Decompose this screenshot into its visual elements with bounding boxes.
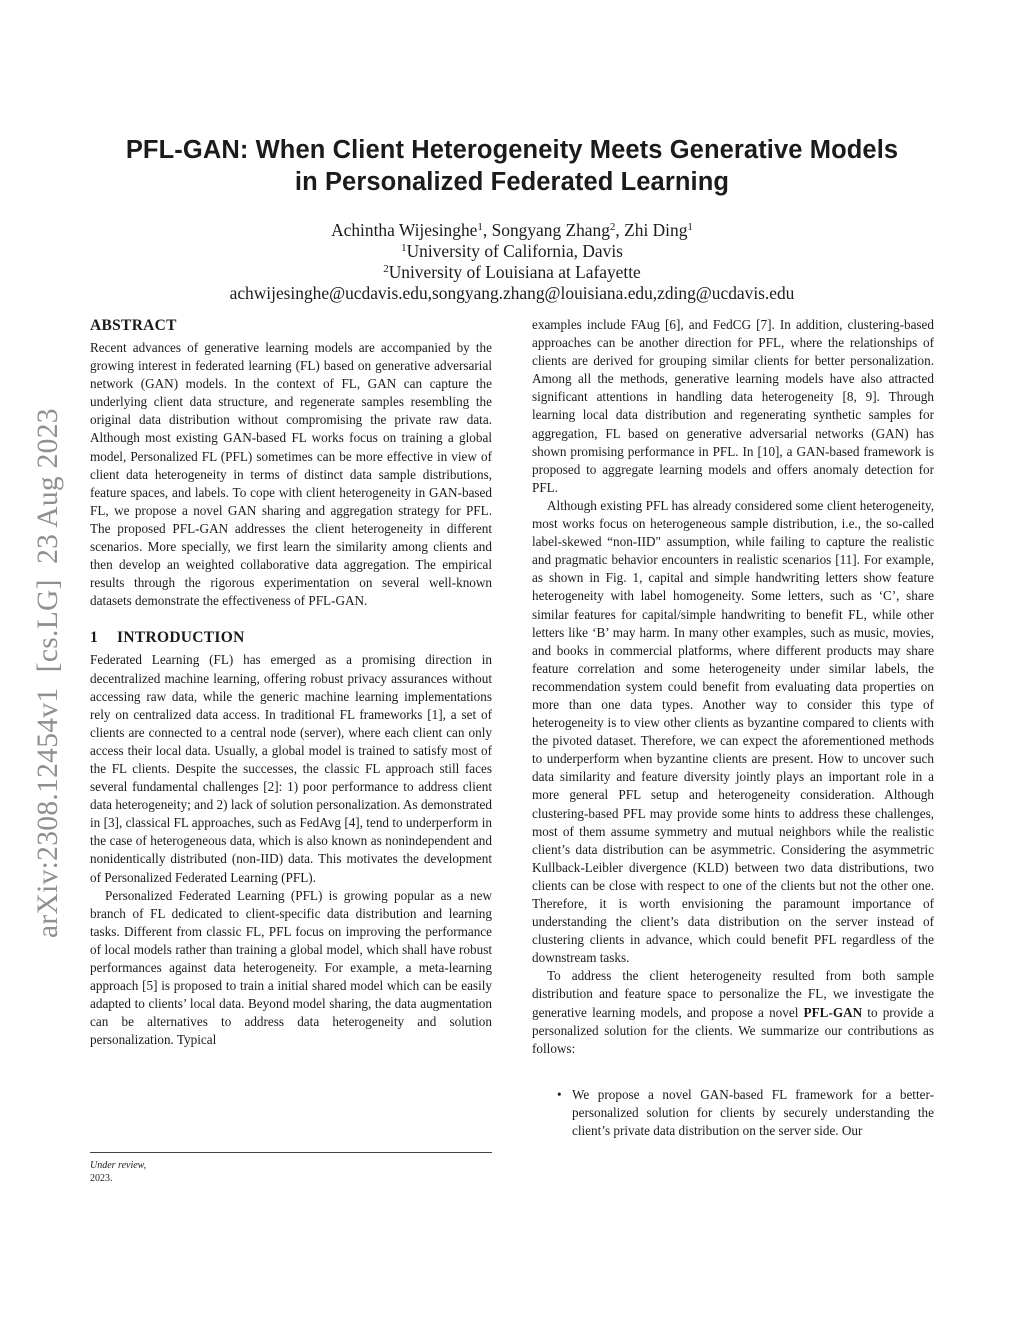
contribution-text: We propose a novel GAN-based FL framework for a better-personalized solution for clients by securely understanding the client’s private data distribution on the server side. Our (572, 1086, 934, 1139)
title-block (80, 134, 944, 198)
paragraph-text: To address the client heterogeneity resulted from both sample distribution and feature space to personalize the FL, we investigate the generative learning models, and propose a novel (532, 968, 934, 1020)
arxiv-stamp (32, 346, 65, 938)
affiliation-name: University of California, Davis (406, 241, 623, 261)
paragraph-text: to provide a personalized solution for the clients. We summarize our contributions as follows: (532, 1004, 934, 1056)
introduction-heading (90, 628, 492, 648)
author-separator: , (615, 220, 625, 240)
footnote-review: Under review, (90, 1160, 147, 1171)
paper-title (80, 134, 944, 198)
method-name: PFL-GAN (803, 1004, 863, 1020)
contribution-item (532, 1086, 934, 1140)
left-column (90, 316, 492, 1049)
contributions-list (532, 1086, 934, 1140)
affiliation-1 (80, 241, 944, 262)
affiliation-mark: 2 (383, 263, 389, 275)
title-line-2: in Personalized Federated Learning (294, 168, 730, 196)
author-separator: , (482, 220, 492, 240)
title-line-1: PFL-GAN: When Client Heterogeneity Meets Generative Models (125, 136, 899, 164)
author-affiliation-mark: 2 (609, 221, 616, 233)
affiliation-2 (80, 262, 944, 283)
intro-paragraph-2: Personalized Federated Learning (PFL) is growing popular as a new branch of FL dedicated to client-specific data distribution and learning tasks. Different from classic FL, PFL focus on improving the performance of local models rather than training a global model, which shall have robust performances against data heterogeneity. For example, a meta-learning approach [5] is proposed to train a initial shared model which can be easily adapted to clients’ local data. Beyond model sharing, the data augmentation can be alternatives to address data heterogeneity and solution personalization. Typical (90, 887, 492, 1048)
section-title: INTRODUCTION (117, 629, 245, 647)
affiliation-mark: 1 (401, 242, 407, 254)
author-affiliation-mark: 1 (687, 221, 693, 233)
intro-paragraph-5 (532, 967, 934, 1057)
intro-paragraph-4: Although existing PFL has already considered some client heterogeneity, most works focus on heterogeneous sample distribution, i.e., the so-called label-skewed “non-IID" assumption, while failing to capture the realistic and pragmatic behavior encounters in realistic scenarios [11]. For example, as shown in Fig. 1, capital and simple handwriting letters show feature heterogeneity with label homogeneity. Some letters, such as ‘C’, share similar features for capital/simple handwriting to benefit FL, while other letters like ‘B’ may harm. In many other examples, such as music, movies, and books in commercial platforms, where different products may share feature correlation and some heterogeneity under similar labels, the recommendation system could benefit from evaluating data properties on more than one data types. Another way to consider this type of heterogeneity is to view other clients as byzantine compared to clients with the pivoted dataset. Therefore, we can expect the aforementioned methods to underperform when byzantine clients are present. How to uncover such data similarity and feature diversity jointly plays an important role in a more general PFL setup and heterogeneity consideration. Although clustering-based PFL may provide some hints to address these challenges, most of them assume symmetry and mutual neighbors while the realistic client’s data distribution can be asymmetric. Considering the asymmetric Kullback-Leibler divergence (KLD) between two data distributions, two clients can be close with respect to one of the clients but not the other one. Therefore, it is worth envisioning the paramount importance of understanding the client’s data distribution on the server instead of clustering clients in advance, which could benefit PFL regardless of the downstream tasks. (532, 497, 934, 966)
footnote (90, 1152, 492, 1185)
author-name: Achintha Wijesinghe (331, 220, 478, 240)
section-number: 1 (90, 629, 99, 647)
author-emails: achwijesinghe@ucdavis.edu,songyang.zhang@louisiana.edu,zding@ucdavis.edu (229, 283, 795, 303)
intro-paragraph-1: Federated Learning (FL) has emerged as a promising direction in decentralized machine learning, offering robust privacy assurances without accessing raw data, while the generic machine learning implementations rely on centralized data access. In traditional FL frameworks [1], a set of clients are connected to a central node (server), where each client can only access their local data. Usually, a global model is trained to satisfy most of the FL clients. Despite the successes, the classic FL approach still faces several fundamental challenges [2]: 1) poor performance to address client data heterogeneity; and 2) lack of solution personalization. As demonstrated in [3], classical FL approaches, such as FedAvg [4], tend to underperform in the case of heterogeneous data, which is also known as nonindependent and nonidentically distributed (non-IID) data. This motivates the development of Personalized Federated Learning (PFL). (90, 652, 492, 885)
affiliation-name: University of Louisiana at Lafayette (388, 262, 641, 282)
abstract-heading: ABSTRACT (90, 317, 177, 334)
arxiv-stamp-text: arXiv:2308.12454v1 [cs.LG] 23 Aug 2023 (32, 408, 64, 938)
intro-paragraph-3: examples include FAug [6], and FedCG [7]. In addition, clustering-based approaches can be another direction for PFL, where the relationships of clients are derived for grouping similar clients for better personalization. Among all the methods, generative learning models have also attracted significant attentions in handling data heterogeneity [8, 9]. Through learning local data distribution and regenerating synthetic samples for aggregation, FL based on generative adversarial networks (GAN) has shown promising performance in PFL. In [10], a GAN-based framework is proposed to aggregate learning models and offers anomaly detection for PFL. (532, 317, 934, 495)
section-gap (90, 610, 492, 628)
author-name: Zhi Ding (624, 220, 688, 240)
author-block (80, 220, 944, 304)
abstract-text: Recent advances of generative learning models are accompanied by the growing interest in federated learning (FL) based on generative adversarial network (GAN) models. In the context of FL, GAN can capture the underlying client data structure, and regenerate samples resembling the original data distribution without compromising the private raw data. Although most existing GAN-based FL works focus on training a global model, Personalized FL (PFL) sometimes can be more effective in view of client data heterogeneity in terms of distinct data sample distributions, feature spaces, and labels. To cope with client heterogeneity in GAN-based FL, we propose a novel GAN sharing and aggregation strategy for PFL. The proposed PFL-GAN addresses the client heterogeneity in different scenarios. More specially, we first learn the similarity among clients and then develop an weighted collaborative data aggregation. The empirical results through the rigorous experimentation on several well-known datasets demonstrate the effectiveness of PFL-GAN. (90, 340, 492, 609)
footnote-year: 2023. (90, 1173, 113, 1184)
author-names (80, 220, 944, 241)
right-column (532, 316, 934, 1140)
author-affiliation-mark: 1 (477, 221, 483, 233)
bullet-icon: • (557, 1086, 562, 1102)
author-name: Songyang Zhang (491, 220, 610, 240)
